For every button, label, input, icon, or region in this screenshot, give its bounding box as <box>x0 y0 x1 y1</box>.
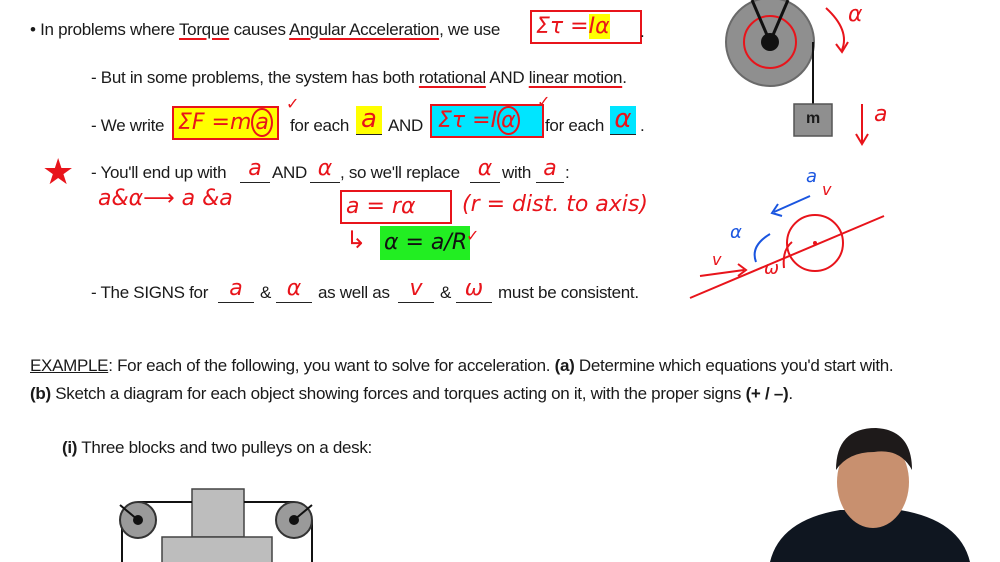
star-mark: ★ <box>42 151 75 192</box>
pulley-diagram <box>726 0 868 144</box>
angular-acceleration-word: Angular Acceleration <box>289 20 440 39</box>
torque-equation-box: Στ =Iα <box>530 10 642 44</box>
torque-equation-cyan-box: Στ =I α <box>430 104 544 138</box>
block-label: m <box>806 110 821 127</box>
sub-example-i: (i) Three blocks and two pulleys on a desk: <box>62 438 372 457</box>
example-line-1: EXAMPLE: For each of the following, you want to solve for acceleration. (a) Determine which equations you'd start with. <box>30 356 894 375</box>
bullet-dot: • <box>30 20 36 39</box>
bullet-rotational-linear: - But in some problems, the system has both rotational AND linear motion. <box>91 68 627 87</box>
rolling-diagram <box>690 196 884 298</box>
a-equals-r-alpha-box: a = rα <box>340 190 452 224</box>
intro-line: • In problems where Torque causes Angular Acceleration, we use <box>30 20 500 39</box>
torque-word: Torque <box>178 20 230 39</box>
left-note: a&α⟶ a &a <box>98 186 233 211</box>
alpha-equals-a-over-r-box: α = a/R <box>380 226 470 260</box>
presenter-video <box>770 428 970 562</box>
force-equation-box: ΣF =m a <box>172 106 279 140</box>
desk-pulley-drawing <box>120 489 312 562</box>
example-line-2: (b) Sketch a diagram for each object showing forces and torques acting on it, with the proper signs (+ / –). <box>30 384 793 403</box>
r-note: (r = dist. to axis) <box>462 192 648 217</box>
